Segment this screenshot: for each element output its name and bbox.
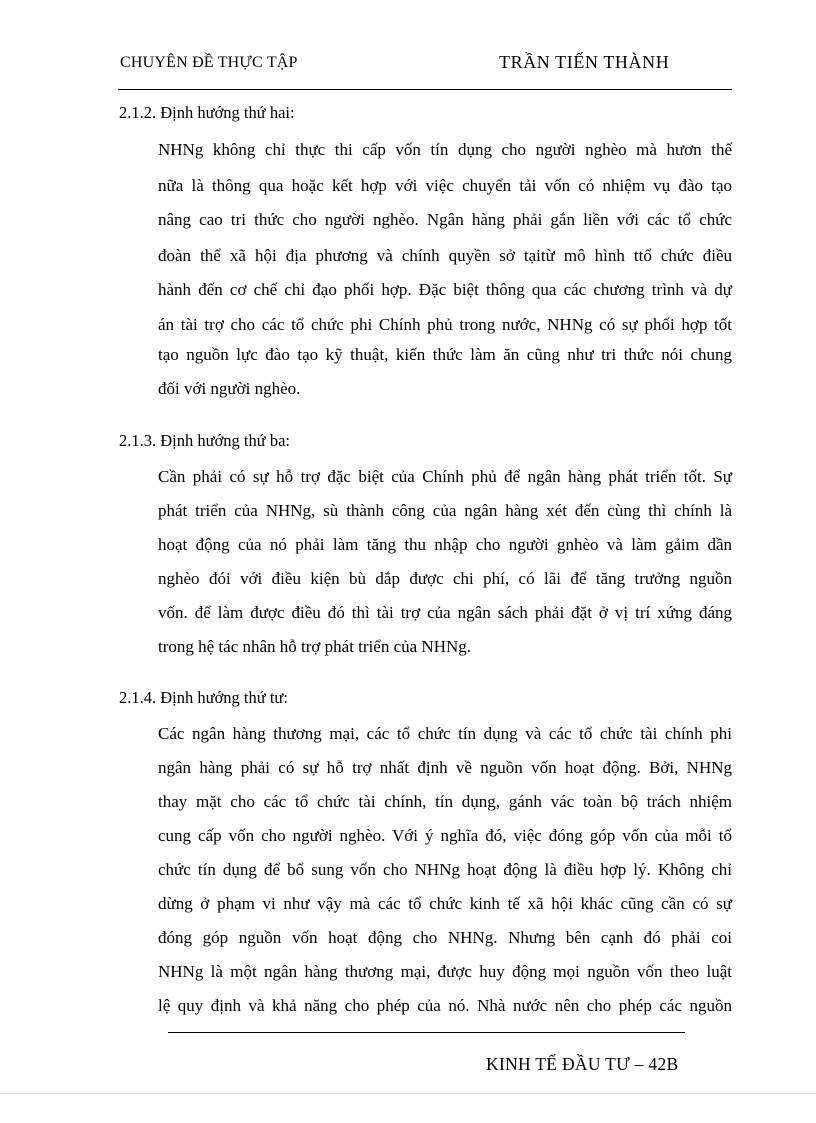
header-course-title: CHUYÊN ĐỀ THỰC TẬP xyxy=(120,54,298,71)
paragraph-line: hành đến cơ chế chỉ đạo phối hợp. Đặc biệt thông qua các chương trình và dự xyxy=(158,280,732,299)
section-heading-2-1-3: 2.1.3. Định hướng thứ ba: xyxy=(119,431,290,450)
paragraph-line: đóng góp nguồn vốn hoạt động cho NHNg. Nhưng bên cạnh đó phải coi xyxy=(158,928,732,947)
paragraph-line: ngân hàng phải có sự hỗ trợ nhất định về nguồn vốn hoạt động. Bởi, NHNg xyxy=(158,758,732,777)
paragraph-line: nâng cao tri thức cho người nghèo. Ngân hàng phải gắn liền với các tổ chức xyxy=(158,210,732,229)
section-heading-2-1-2: 2.1.2. Định hướng thứ hai: xyxy=(119,103,295,122)
paragraph-line: cung cấp vốn cho người nghèo. Với ý nghĩa đó, việc đóng góp vốn của mỗi tổ xyxy=(158,826,732,845)
paragraph-line: Cần phải có sự hỗ trợ đặc biệt của Chính phủ để ngân hàng phát triển tốt. Sự xyxy=(158,467,732,486)
paragraph-line: Các ngân hàng thương mại, các tổ chức tín dụng và các tổ chức tài chính phi xyxy=(158,724,732,743)
paragraph-line: dừng ở phạm vi như vậy mà các tổ chức kinh tế xã hội khác cũng cần có sự xyxy=(158,894,732,913)
paragraph-line: lệ quy định và khả năng cho phép của nó. Nhà nước nên cho phép các nguồn xyxy=(158,996,732,1015)
paragraph-line: NHNg là một ngân hàng thương mại, được huy động mọi nguồn vốn theo luật xyxy=(158,962,732,981)
header-divider xyxy=(118,89,732,90)
footer-divider xyxy=(168,1032,685,1033)
paragraph-line: chức tín dụng để bổ sung vốn cho NHNg hoạt động là điều hợp lý. Không chỉ xyxy=(158,860,732,879)
paragraph-line: NHNg không chỉ thực thi cấp vốn tín dụng cho người nghèo mà hươn thế xyxy=(158,140,732,159)
section-heading-2-1-4: 2.1.4. Định hướng thứ tư: xyxy=(119,688,288,707)
paragraph-line: nghèo đói với điều kiện bù dắp được chi phí, có lãi để tăng trưởng nguồn xyxy=(158,569,732,588)
paragraph-line: đoàn thể xã hội địa phương và chính quyền sở tạitừ mô hình ttổ chức điều xyxy=(158,246,732,265)
paragraph-line: phát triển của NHNg, sù thành công của ngân hàng xét đến cùng thì chính là xyxy=(158,501,732,520)
paragraph-line: vốn. để làm được điều đó thì tài trợ của ngân sách phải đặt ở vị trí xứng đáng xyxy=(158,603,732,622)
paragraph-line: án tài trợ cho các tổ chức phi Chính phủ trong nước, NHNg có sự phối hợp tốt xyxy=(158,315,732,334)
paragraph-line: đối với người nghèo. xyxy=(158,379,301,398)
paragraph-line: trong hệ tác nhân hỗ trợ phát triển của NHNg. xyxy=(158,637,472,656)
header-author-name: TRẦN TIẾN THÀNH xyxy=(499,52,670,72)
footer-class-label: KINH TẾ ĐẦU TƯ – 42B xyxy=(486,1054,679,1074)
paragraph-line: hoạt động của nó phải làm tăng thu nhập cho người gnhèo và làm gảim dần xyxy=(158,535,732,554)
paragraph-line: thay mặt cho các tổ chức tài chính, tín dụng, gánh vác toàn bộ trách nhiệm xyxy=(158,792,732,811)
paragraph-line: nữa là thông qua hoặc kết hợp với việc chuyển tải vốn có nhiệm vụ đào tạo xyxy=(158,176,732,195)
paragraph-line: tạo nguồn lực đào tạo kỹ thuật, kiến thức làm ăn cũng như tri thức nói chung xyxy=(158,345,732,364)
page-bottom-edge xyxy=(0,1093,816,1094)
